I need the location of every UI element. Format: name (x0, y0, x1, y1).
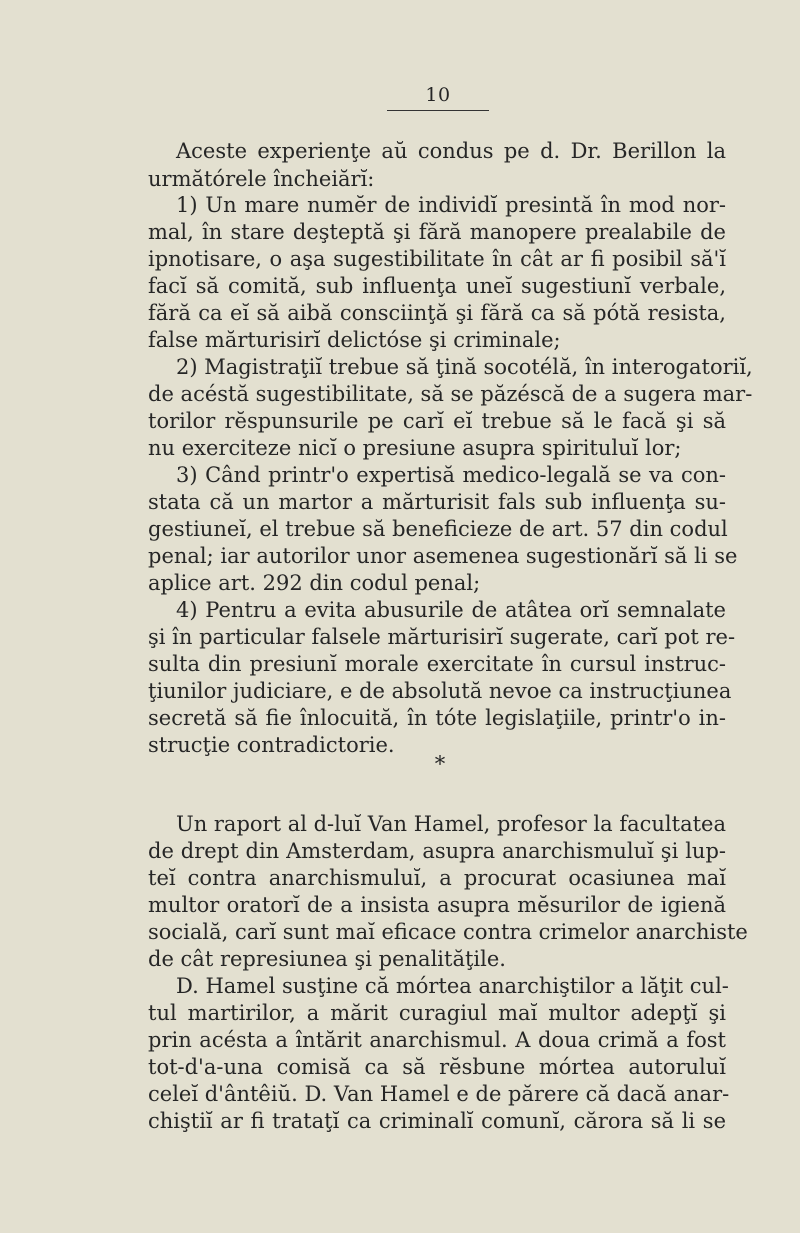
text-line: secretă să fie înlocuită, în tóte legislaţiile, printr'o in- (148, 706, 726, 730)
text-line: facĭ să comită, sub influenţa uneĭ sugestiunĭ verbale, (148, 274, 726, 298)
text-line: teĭ contra anarchismuluĭ, a procurat ocasiunea maĭ (148, 866, 726, 890)
text-line: sulta din presiunĭ morale exercitate în cursul instruc- (148, 652, 726, 676)
text-line: strucţie contradictorie. (148, 733, 395, 757)
text-line: mal, în stare deşteptă şi fără manopere prealabile de (148, 220, 726, 244)
text-line: şi în particular falsele mărturisirĭ sugerate, carĭ pot re- (148, 625, 736, 649)
page-number: 10 (425, 84, 451, 106)
text-line: de drept din Amsterdam, asupra anarchismuluĭ şi lup- (148, 839, 726, 863)
text-line: următórele încheiărĭ: (148, 167, 375, 191)
text-line: chiştiĭ ar fi trataţĭ ca criminalĭ comunĭ, cărora să li se (148, 1109, 726, 1133)
text-line: prin acésta a întărit anarchismul. A doua crimă a fost (148, 1028, 726, 1052)
text-line: fără ca eĭ să aibă consciinţă şi fără ca să pótă resista, (148, 301, 726, 325)
text-line: false mărturisirĭ delictóse şi criminale; (148, 328, 561, 352)
text-line: 2) Magistraţiĭ trebue să ţină socotélă, în interogatoriĭ, (176, 355, 753, 379)
text-line: tot-d'a-una comisă ca să rĕsbune mórtea autoruluĭ (148, 1055, 726, 1079)
text-line: 1) Un mare numĕr de individĭ presintă în mod nor- (176, 193, 726, 217)
text-line: multor oratorĭ de a insista asupra mĕsurilor de igienă (148, 893, 726, 917)
text-line: Aceste experienţe aŭ condus pe d. Dr. Berillon la (176, 139, 726, 163)
text-line: stata că un martor a mărturisit fals sub influenţa su- (148, 490, 726, 514)
text-line: 3) Când printr'o expertisă medico-legală se va con- (176, 463, 726, 487)
text-line: ipnotisare, o aşa sugestibilitate în cât ar fi posibil să'ĭ (148, 247, 726, 271)
text-line: 4) Pentru a evita abusurile de atâtea orĭ semnalate (176, 598, 726, 622)
text-line: ţiunilor judiciare, e de absolută nevoe ca instrucţiunea (148, 679, 732, 703)
text-line: de cât represiunea şi penalităţile. (148, 947, 506, 971)
text-line: tul martirilor, a mărit curagiul maĭ multor adepţĭ şi (148, 1001, 726, 1025)
text-line: torilor rĕspunsurile pe carĭ eĭ trebue să le facă şi să (148, 409, 726, 433)
header-rule (387, 110, 489, 111)
text-line: aplice art. 292 din codul penal; (148, 571, 481, 595)
section-separator: * (434, 752, 446, 776)
text-line: socială, carĭ sunt maĭ eficace contra crimelor anarchiste (148, 920, 748, 944)
text-line: celeĭ d'ântêiŭ. D. Van Hamel e de părere că dacă anar- (148, 1082, 730, 1106)
text-line: gestiuneĭ, el trebue să beneficieze de art. 57 din codul (148, 517, 728, 541)
text-line: Un raport al d-luĭ Van Hamel, profesor la facultatea (176, 812, 726, 836)
text-line: penal; iar autorilor unor asemenea sugestionărĭ să li se (148, 544, 738, 568)
text-line: nu exerciteze nicĭ o presiune asupra spirituluĭ lor; (148, 436, 682, 460)
text-line: D. Hamel susţine că mórtea anarchiştilor a lăţit cul- (176, 974, 729, 998)
text-line: de acéstă sugestibilitate, să se păzéscă de a sugera mar- (148, 382, 753, 406)
